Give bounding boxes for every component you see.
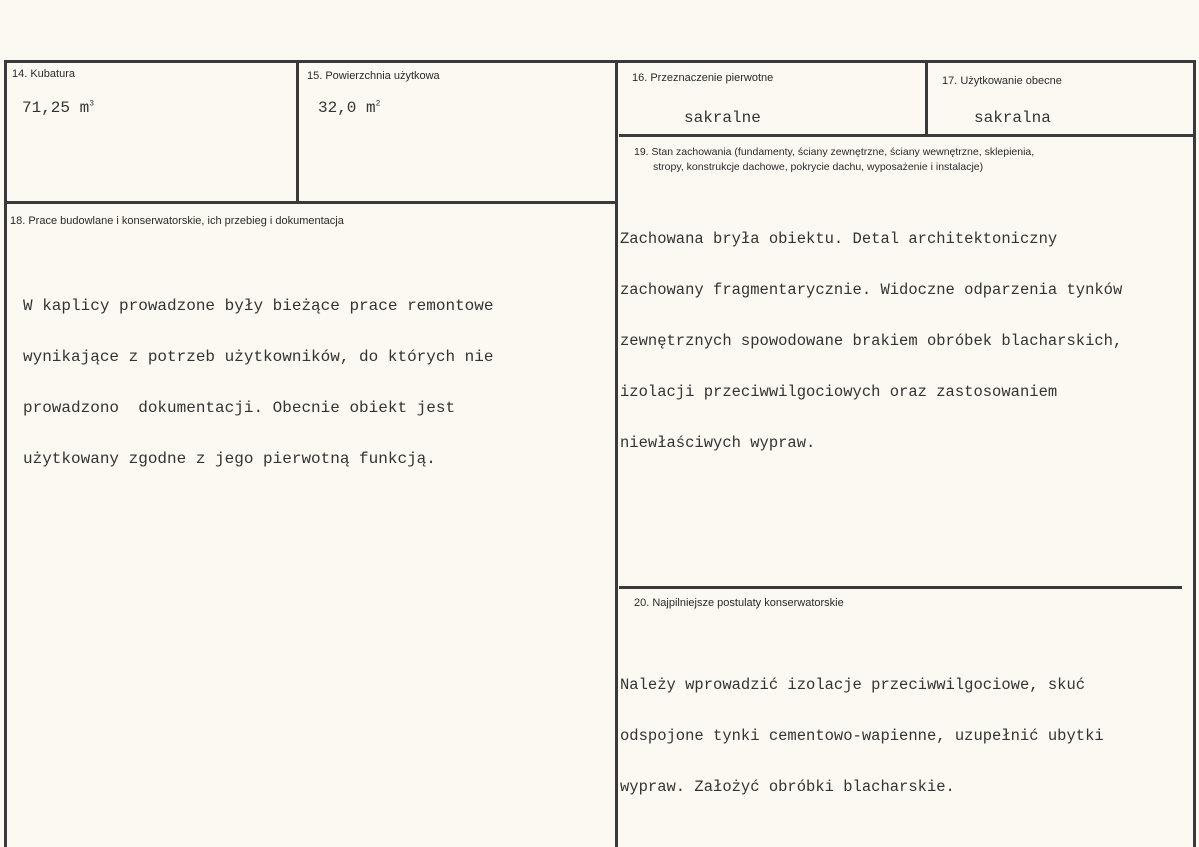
field-19-text [620, 197, 1122, 486]
field-15-label: 15. Powierzchnia użytkowa [307, 70, 440, 82]
field-19-label [634, 145, 1034, 175]
field-15-value [318, 100, 380, 117]
field-19-label-line: stropy, konstrukcje dachowe, pokrycie dachu, wyposażenie i instalacje) [653, 161, 984, 173]
field-15-number: 32,0 m [318, 99, 376, 117]
field-18-line: wynikające z potrzeb użytkowników, do których nie [23, 348, 494, 366]
center-divider [615, 60, 618, 847]
field-16-value: sakralne [684, 109, 761, 127]
field-20-line: odspojone tynki cementowo-wapienne, uzupełnić ubytki [620, 727, 1104, 745]
field-19-label-line: 19. Stan zachowania (fundamenty, ściany zewnętrzne, ściany wewnętrzne, sklepienia, [634, 146, 1035, 158]
field-20-text [620, 643, 1104, 830]
rule-under-19 [619, 586, 1182, 589]
field-19-line: niewłaściwych wypraw. [620, 434, 816, 452]
field-18-label: 18. Prace budowlane i konserwatorskie, ich przebieg i dokumentacja [10, 215, 344, 227]
top-rule [4, 60, 1195, 63]
field-18-line: W kaplicy prowadzone były bieżące prace remontowe [23, 297, 494, 315]
field-17-value: sakralna [974, 109, 1051, 127]
field-20-label: 20. Najpilniejsze postulaty konserwatorskie [634, 597, 844, 609]
left-border [4, 60, 7, 847]
field-14-number: 71,25 m [22, 99, 90, 117]
field-19-line: zewnętrznych spowodowane brakiem obróbek blacharskich, [620, 332, 1123, 350]
field-20-line: Należy wprowadzić izolacje przeciwwilgociowe, skuć [620, 676, 1086, 694]
rule-under-16-17 [619, 134, 1195, 137]
field-16-label: 16. Przeznaczenie pierwotne [632, 72, 774, 84]
field-19-line: izolacji przeciwwilgociowych oraz zastosowaniem [620, 383, 1058, 401]
right-border [1193, 60, 1196, 847]
rule-under-14-15 [4, 201, 618, 204]
field-14-exponent: 3 [89, 99, 95, 109]
field-19-line: Zachowana bryła obiektu. Detal architektoniczny [620, 230, 1058, 248]
field-18-line: prowadzono dokumentacji. Obecnie obiekt jest [23, 399, 456, 417]
field-18-line: użytkowany zgodne z jego pierwotną funkcją. [23, 450, 436, 468]
field-20-line: wypraw. Założyć obróbki blacharskie. [620, 778, 955, 796]
field-19-line: zachowany fragmentarycznie. Widoczne odparzenia tynków [620, 281, 1123, 299]
field-18-text [23, 264, 493, 502]
field-14-value [22, 100, 94, 117]
field-14-label: 14. Kubatura [12, 68, 75, 80]
divider-16-17 [925, 60, 928, 136]
divider-14-15 [296, 60, 299, 202]
field-17-label: 17. Użytkowanie obecne [942, 75, 1062, 87]
field-15-exponent: 2 [375, 99, 381, 109]
